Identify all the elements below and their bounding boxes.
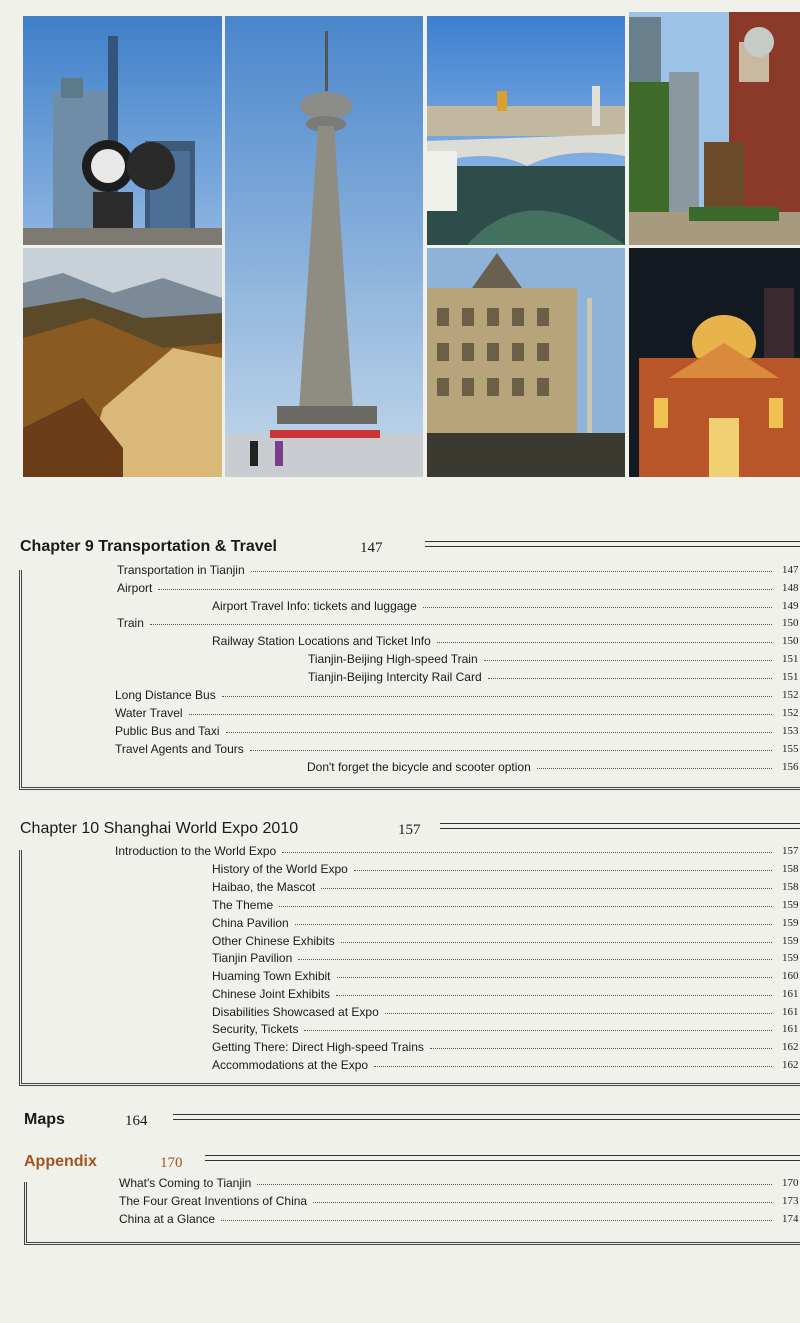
toc-entry-label: Airport <box>117 581 153 595</box>
leader-dots <box>304 1030 772 1031</box>
leader-dots <box>430 1048 772 1049</box>
leader-dots <box>321 888 772 889</box>
toc-entry-page: 161 <box>782 1023 799 1035</box>
toc-entry-label: The Theme <box>212 898 274 912</box>
toc-entry[interactable] <box>115 687 800 703</box>
toc-entry-page: 162 <box>782 1041 799 1053</box>
toc-entry-label: Huaming Town Exhibit <box>212 969 331 983</box>
toc-entry[interactable] <box>119 1175 800 1191</box>
toc-entry[interactable] <box>212 1057 800 1073</box>
leader-dots <box>189 714 772 715</box>
toc-entry-label: Public Bus and Taxi <box>115 724 220 738</box>
toc-entry[interactable] <box>307 759 800 775</box>
photo-european-building <box>427 248 625 477</box>
toc-entry[interactable] <box>119 1193 800 1209</box>
toc-entry-label: Getting There: Direct High-speed Trains <box>212 1040 424 1054</box>
leader-dots <box>298 959 772 960</box>
toc-entry-page: 159 <box>782 935 799 947</box>
toc-entry-label: History of the World Expo <box>212 862 348 876</box>
toc-entry-page: 153 <box>782 725 799 737</box>
toc-entry-page: 160 <box>782 970 799 982</box>
toc-entry[interactable] <box>115 843 800 859</box>
leader-dots <box>484 660 772 661</box>
chapter10-title: Chapter 10 Shanghai World Expo 2010 <box>20 820 299 837</box>
leader-dots <box>150 624 772 625</box>
toc-entry-page: 173 <box>782 1195 799 1207</box>
toc-entry-label: Travel Agents and Tours <box>115 742 244 756</box>
toc-entry-page: 151 <box>782 653 799 665</box>
toc-entry-label: China Pavilion <box>212 916 289 930</box>
leader-dots <box>336 995 772 996</box>
toc-entry-label: Introduction to the World Expo <box>115 844 277 858</box>
toc-entry[interactable] <box>212 633 800 649</box>
toc-entry-page: 147 <box>782 564 799 576</box>
toc-entry-page: 155 <box>782 743 799 755</box>
leader-dots <box>279 906 772 907</box>
toc-entry-label: Train <box>117 616 144 630</box>
toc-entry-page: 149 <box>782 600 799 612</box>
photo-statue-building <box>629 12 800 245</box>
toc-entry[interactable] <box>212 598 800 614</box>
leader-dots <box>354 870 772 871</box>
toc-entry-page: 152 <box>782 689 799 701</box>
toc-entry[interactable] <box>212 1021 800 1037</box>
toc-entry[interactable] <box>308 669 800 685</box>
toc-entry-page: 170 <box>782 1177 799 1189</box>
photo-bridge <box>427 16 625 245</box>
toc-entry-page: 161 <box>782 988 799 1000</box>
toc-entry-label: Accommodations at the Expo <box>212 1058 369 1072</box>
toc-entry[interactable] <box>115 723 800 739</box>
maps-rule <box>173 1114 800 1120</box>
photo-tv-tower <box>225 16 423 477</box>
toc-entry[interactable] <box>117 615 800 631</box>
toc-entry-page: 159 <box>782 899 799 911</box>
toc-entry-page: 159 <box>782 917 799 929</box>
toc-entry[interactable] <box>212 879 800 895</box>
toc-entry[interactable] <box>115 705 800 721</box>
toc-entry-label: Transportation in Tianjin <box>117 563 245 577</box>
photo-church-night <box>629 248 800 477</box>
leader-dots <box>250 750 772 751</box>
leader-dots <box>537 768 772 769</box>
leader-dots <box>337 977 772 978</box>
toc-entry-label: Disabilities Showcased at Expo <box>212 1005 379 1019</box>
toc-entry[interactable] <box>115 741 800 757</box>
toc-entry-label: Water Travel <box>115 706 183 720</box>
leader-dots <box>313 1202 772 1203</box>
toc-entry[interactable] <box>212 950 800 966</box>
appendix-rule <box>205 1155 800 1161</box>
leader-dots <box>374 1066 772 1067</box>
toc-entry-label: Don't forget the bicycle and scooter option <box>307 760 531 774</box>
photo-great-wall <box>23 248 222 477</box>
chapter10-rule <box>440 823 800 829</box>
maps-title: Maps <box>24 1111 65 1128</box>
toc-entry[interactable] <box>212 1039 800 1055</box>
leader-dots <box>222 696 772 697</box>
toc-entry-label: The Four Great Inventions of China <box>119 1194 308 1208</box>
toc-entry[interactable] <box>212 1004 800 1020</box>
chapter9-rule <box>425 541 800 547</box>
leader-dots <box>423 607 772 608</box>
toc-entry-page: 150 <box>782 635 799 647</box>
toc-entry-label: Haibao, the Mascot <box>212 880 316 894</box>
leader-dots <box>437 642 772 643</box>
toc-entry[interactable] <box>212 915 800 931</box>
leader-dots <box>295 924 772 925</box>
toc-entry-page: 158 <box>782 863 799 875</box>
toc-entry-page: 156 <box>782 761 799 773</box>
chapter10-page: 157 <box>398 822 421 838</box>
toc-entry[interactable] <box>119 1211 800 1227</box>
toc-entry[interactable] <box>212 933 800 949</box>
leader-dots <box>488 678 772 679</box>
toc-entry[interactable] <box>212 897 800 913</box>
leader-dots <box>158 589 772 590</box>
toc-entry-label: China at a Glance <box>119 1212 216 1226</box>
toc-entry[interactable] <box>117 580 800 596</box>
toc-entry-page: 159 <box>782 952 799 964</box>
chapter9-title: Chapter 9 Transportation & Travel <box>20 538 277 555</box>
leader-dots <box>385 1013 772 1014</box>
leader-dots <box>257 1184 772 1185</box>
appendix-title: Appendix <box>24 1153 97 1170</box>
chapter9-page: 147 <box>360 540 383 556</box>
toc-entry-label: Tianjin-Beijing Intercity Rail Card <box>308 670 482 684</box>
toc-entry[interactable] <box>212 968 800 984</box>
toc-entry-label: Long Distance Bus <box>115 688 216 702</box>
leader-dots <box>341 942 772 943</box>
appendix-page: 170 <box>160 1155 183 1171</box>
toc-entry[interactable] <box>308 651 800 667</box>
toc-entry-label: Security, Tickets <box>212 1022 299 1036</box>
toc-entry-page: 174 <box>782 1213 799 1225</box>
leader-dots <box>221 1220 772 1221</box>
maps-page: 164 <box>125 1113 148 1129</box>
toc-entry-page: 151 <box>782 671 799 683</box>
toc-entry[interactable] <box>212 861 800 877</box>
toc-entry-label: Other Chinese Exhibits <box>212 934 335 948</box>
toc-entry-page: 162 <box>782 1059 799 1071</box>
toc-entry-label: Tianjin Pavilion <box>212 951 293 965</box>
photo-clock-tower <box>23 16 222 245</box>
toc-entry-label: Chinese Joint Exhibits <box>212 987 331 1001</box>
toc-entry-page: 161 <box>782 1006 799 1018</box>
toc-entry[interactable] <box>212 986 800 1002</box>
leader-dots <box>226 732 772 733</box>
leader-dots <box>282 852 772 853</box>
toc-entry[interactable] <box>117 562 800 578</box>
toc-entry-page: 157 <box>782 845 799 857</box>
leader-dots <box>251 571 772 572</box>
toc-entry-label: What's Coming to Tianjin <box>119 1176 252 1190</box>
toc-entry-page: 152 <box>782 707 799 719</box>
toc-entry-label: Railway Station Locations and Ticket Info <box>212 634 431 648</box>
toc-entry-label: Airport Travel Info: tickets and luggage <box>212 599 417 613</box>
toc-entry-page: 148 <box>782 582 799 594</box>
toc-entry-page: 158 <box>782 881 799 893</box>
toc-entry-label: Tianjin-Beijing High-speed Train <box>308 652 478 666</box>
toc-entry-page: 150 <box>782 617 799 629</box>
